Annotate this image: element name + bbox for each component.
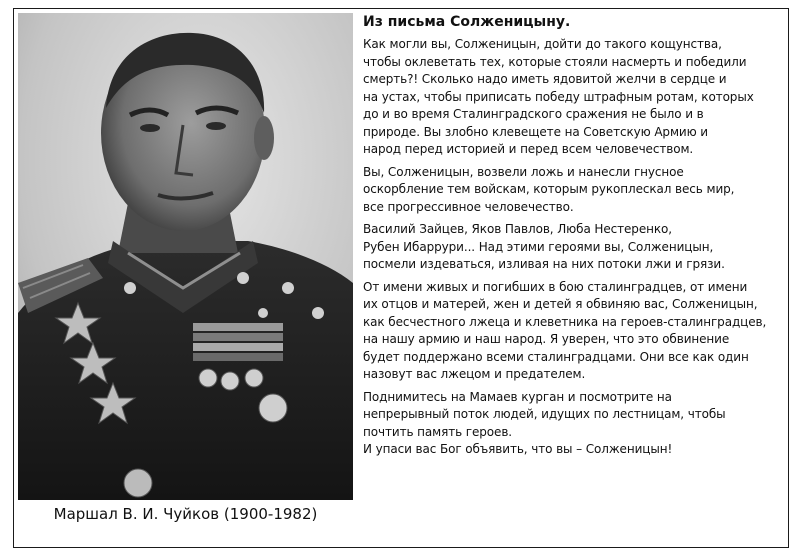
letter-line: будет поддержано всеми сталинградцами. Они все как один [363, 349, 749, 364]
letter-line: И упаси вас Бог объявить, что вы – Солженицын! [363, 442, 673, 456]
letter-paragraph [363, 221, 783, 274]
letter-paragraph [363, 164, 783, 217]
letter-line: их отцов и матерей, жен и детей я обвиняю вас, Солженицын, [363, 297, 758, 311]
letter-line: на нашу армию и наш народ. Я уверен, что это обвинение [363, 332, 730, 346]
letter-paragraph [363, 36, 783, 159]
letter-paragraph [363, 279, 783, 384]
letter-line: оскорбление тем войскам, которым рукоплескал весь мир, [363, 182, 735, 196]
letter-line: Как могли вы, Солженицын, дойти до такого кощунства, [363, 37, 722, 51]
letter-title: Из письма Солженицыну. [363, 14, 571, 30]
letter-line: природе. Вы злобно клевещете на Советскую Армию и [363, 124, 709, 139]
letter-line: все прогрессивное человечество. [363, 199, 574, 214]
letter-paragraph [363, 389, 783, 459]
letter-line: до и во время Сталинградского сражения не было и в [363, 107, 704, 121]
letter-line: народ перед историей и перед всем человечеством. [363, 142, 694, 156]
letter-line: почтить память героев. [363, 424, 513, 439]
letter-line: посмели издеваться, изливая на них потоки лжи и грязи. [363, 257, 725, 271]
letter-line: Василий Зайцев, Яков Павлов, Люба Нестеренко, [363, 222, 672, 236]
letter-line: Поднимитесь на Мамаев курган и посмотрите на [363, 389, 672, 404]
letter-line: непрерывный поток людей, идущих по лестницам, чтобы [363, 407, 726, 421]
portrait-caption: Маршал В. И. Чуйков (1900-1982) [53, 505, 318, 523]
letter-line: От имени живых и погибших в бою сталинградцев, от имени [363, 279, 748, 294]
letter-line: назовут вас лжецом и предателем. [363, 367, 586, 381]
letter-line: Вы, Солженицын, возвели ложь и нанесли гнусное [363, 164, 684, 179]
letter-line: смерть?! Сколько надо иметь ядовитой желчи в сердце и [363, 72, 727, 86]
letter-line: на устах, чтобы приписать победу штрафным ротам, которых [363, 89, 754, 104]
letter-text-block [363, 13, 783, 464]
letter-line: Рубен Ибаррури... Над этими героями вы, Солженицын, [363, 239, 714, 254]
portrait-photo [18, 13, 353, 500]
letter-line: чтобы оклеветать тех, которые стояли насмерть и победили [363, 54, 747, 69]
letter-line: как бесчестного лжеца и клеветника на героев-сталинградцев, [363, 314, 767, 329]
